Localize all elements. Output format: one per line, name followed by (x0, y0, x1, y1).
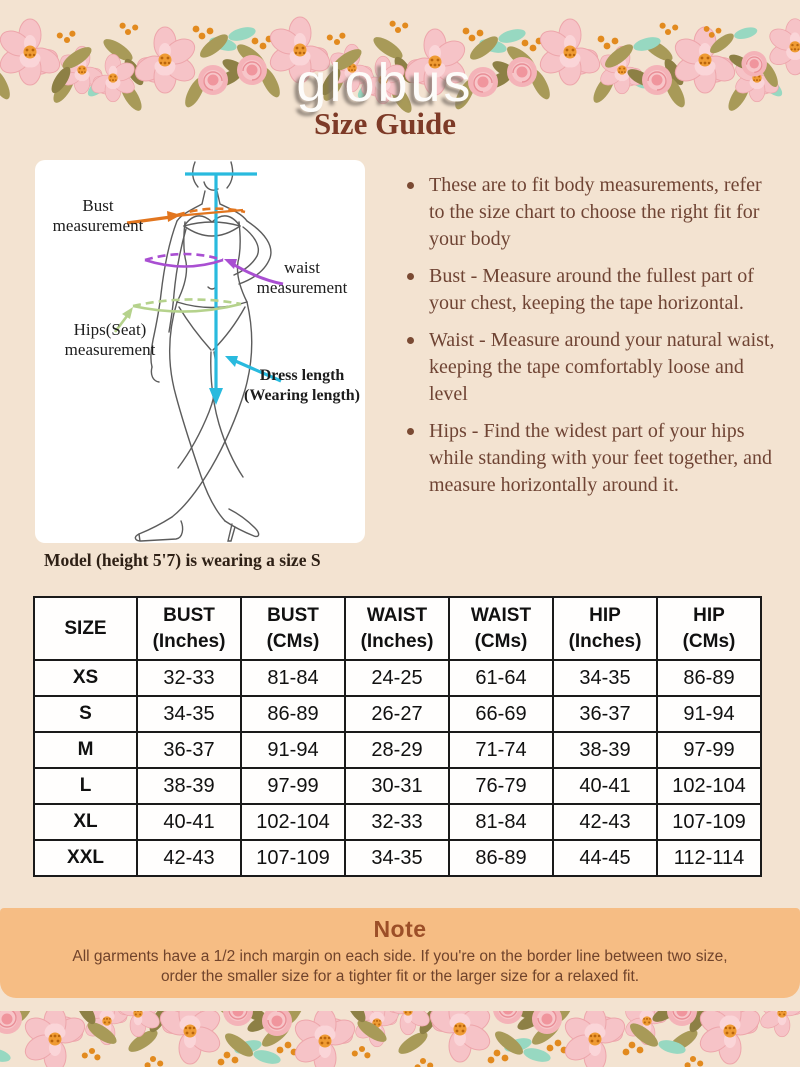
measurement-instructions-list (402, 172, 782, 509)
size-chart-table (33, 596, 762, 877)
hips-measurement-label: Hips(Seat) measurement (64, 320, 156, 359)
header-cell-waist-cms: WAIST (CMs) (449, 597, 553, 660)
value-cell: 66-69 (449, 696, 553, 732)
size-cell: L (34, 768, 137, 804)
table-row-m (34, 732, 761, 768)
size-cell: M (34, 732, 137, 768)
dress-length-label: Dress length (Wearing length) (244, 367, 360, 404)
bullet-dot-icon (407, 182, 414, 189)
table-row-xs (34, 660, 761, 696)
note-text: All garments have a 1/2 inch margin on each side. If you're on the border line between two size, order the smaller size for a tighter fit or the larger size for a relaxed fit. (72, 948, 728, 985)
measurement-diagram-card (35, 160, 365, 543)
value-cell: 42-43 (137, 840, 241, 876)
value-cell: 34-35 (137, 696, 241, 732)
value-cell: 61-64 (449, 660, 553, 696)
value-cell: 76-79 (449, 768, 553, 804)
value-cell: 34-35 (345, 840, 449, 876)
value-cell: 32-33 (345, 804, 449, 840)
page-title: Size Guide (313, 106, 457, 141)
value-cell: 86-89 (449, 840, 553, 876)
value-cell: 107-109 (241, 840, 345, 876)
bullet-dot-icon (407, 273, 414, 280)
value-cell: 30-31 (345, 768, 449, 804)
value-cell: 38-39 (553, 732, 657, 768)
header-cell-waist-inches: WAIST (Inches) (345, 597, 449, 660)
value-cell: 112-114 (657, 840, 761, 876)
value-cell: 24-25 (345, 660, 449, 696)
value-cell: 86-89 (241, 696, 345, 732)
table-row-l (34, 768, 761, 804)
floral-border-bottom-decoration (0, 1011, 800, 1067)
size-cell: XS (34, 660, 137, 696)
value-cell: 38-39 (137, 768, 241, 804)
value-cell: 71-74 (449, 732, 553, 768)
value-cell: 36-37 (553, 696, 657, 732)
value-cell: 40-41 (553, 768, 657, 804)
waist-measurement-label: waist measurement (256, 258, 348, 297)
header-cell-hip-cms: HIP (CMs) (657, 597, 761, 660)
value-cell: 102-104 (657, 768, 761, 804)
value-cell: 97-99 (657, 732, 761, 768)
header-cell-hip-inches: HIP (Inches) (553, 597, 657, 660)
size-cell: XL (34, 804, 137, 840)
brand-logo: globus (296, 53, 474, 113)
header-cell-bust-cms: BUST (CMs) (241, 597, 345, 660)
value-cell: 36-37 (137, 732, 241, 768)
table-header-row (34, 597, 761, 660)
size-cell: XXL (34, 840, 137, 876)
note-title: Note (373, 916, 427, 942)
instruction-item: Bust - Measure around the fullest part of your chest, keeping the tape horizontal. (402, 263, 782, 317)
value-cell: 91-94 (241, 732, 345, 768)
bust-measurement-label: Bust measurement (52, 196, 144, 235)
header-cell-bust-inches: BUST (Inches) (137, 597, 241, 660)
value-cell: 28-29 (345, 732, 449, 768)
value-cell: 34-35 (553, 660, 657, 696)
table-row-xxl (34, 840, 761, 876)
value-cell: 91-94 (657, 696, 761, 732)
table-row-s (34, 696, 761, 732)
value-cell: 26-27 (345, 696, 449, 732)
instruction-item: These are to fit body measurements, refer to the size chart to choose the right fit for your body (402, 172, 782, 253)
value-cell: 102-104 (241, 804, 345, 840)
size-cell: S (34, 696, 137, 732)
table-row-xl (34, 804, 761, 840)
value-cell: 40-41 (137, 804, 241, 840)
value-cell: 81-84 (241, 660, 345, 696)
value-cell: 81-84 (449, 804, 553, 840)
value-cell: 86-89 (657, 660, 761, 696)
instruction-item: Hips - Find the widest part of your hips while standing with your feet together, and measure horizontally around it. (402, 418, 782, 499)
model-size-note: Model (height 5'7) is wearing a size S (44, 550, 321, 570)
value-cell: 97-99 (241, 768, 345, 804)
header-cell-size: SIZE (34, 597, 137, 660)
value-cell: 42-43 (553, 804, 657, 840)
bullet-dot-icon (407, 428, 414, 435)
instruction-item: Waist - Measure around your natural waist, keeping the tape comfortably loose and level (402, 327, 782, 408)
value-cell: 44-45 (553, 840, 657, 876)
note-box (0, 908, 800, 998)
bullet-dot-icon (407, 337, 414, 344)
value-cell: 107-109 (657, 804, 761, 840)
value-cell: 32-33 (137, 660, 241, 696)
